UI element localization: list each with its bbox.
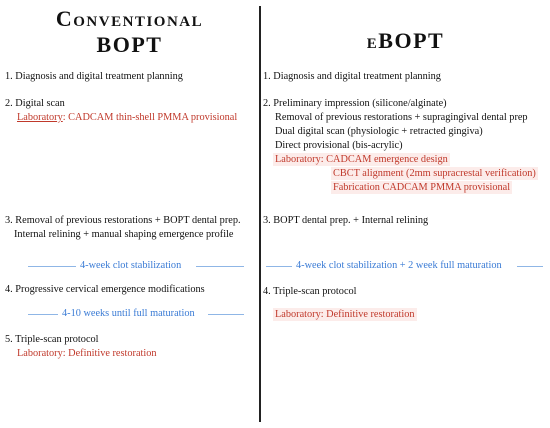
right-step-2-lab-1: Laboratory: CADCAM emergence design (275, 154, 448, 165)
right-step-2-lab-2: CBCT alignment (2mm supracrestal verification) (333, 168, 536, 179)
right-interval-1-line-right (517, 266, 543, 267)
left-interval-2-line-left (28, 314, 58, 315)
right-step-2-sub-3: Direct provisional (bis-acrylic) (275, 140, 403, 151)
left-interval-2: 4-10 weeks until full maturation (62, 308, 195, 319)
left-interval-1-line-right (196, 266, 244, 267)
left-step-4: 4. Progressive cervical emergence modifications (5, 284, 205, 295)
right-step-3: 3. BOPT dental prep. + Internal relining (263, 215, 429, 226)
left-step-2-lab-text: : CADCAM thin-shell PMMA provisional (62, 112, 238, 123)
right-step-1: 1. Diagnosis and digital treatment planning (263, 71, 441, 82)
left-step-5: 5. Triple-scan protocol (5, 334, 99, 345)
left-interval-2-line-right (208, 314, 244, 315)
left-title (0, 6, 259, 58)
right-step-2-sub-2: Dual digital scan (physiologic + retracted gingiva) (275, 126, 483, 137)
left-step-2-lab (17, 111, 237, 124)
left-step-3-line2: Internal relining + manual shaping emergence profile (14, 229, 234, 240)
right-step-4: 4. Triple-scan protocol (263, 286, 357, 297)
left-step-2-lab-prefix: Laboratory (17, 112, 63, 123)
right-step-2: 2. Preliminary impression (silicone/alginate) (263, 98, 447, 109)
left-step-5-lab: Laboratory: Definitive restoration (17, 348, 157, 359)
right-step-4-lab: Laboratory: Definitive restoration (275, 309, 415, 320)
right-interval-1: 4-week clot stabilization + 2 week full maturation (296, 260, 502, 271)
left-step-2: 2. Digital scan (5, 98, 65, 109)
left-title-line1: Conventional (55, 6, 204, 31)
left-title-line2: BOPT (96, 32, 163, 57)
right-step-2-sub-1: Removal of previous restorations + supragingival dental prep (275, 112, 528, 123)
left-step-1: 1. Diagnosis and digital treatment planning (5, 71, 183, 82)
left-interval-1: 4-week clot stabilization (80, 260, 182, 271)
left-step-3-line1: 3. Removal of previous restorations + BOPT dental prep. (5, 215, 241, 226)
right-interval-1-line-left (266, 266, 292, 267)
left-interval-1-line-left (28, 266, 76, 267)
right-step-2-lab-3: Fabrication CADCAM PMMA provisional (333, 182, 511, 193)
right-title: eBOPT (366, 28, 445, 53)
column-divider (259, 6, 261, 422)
